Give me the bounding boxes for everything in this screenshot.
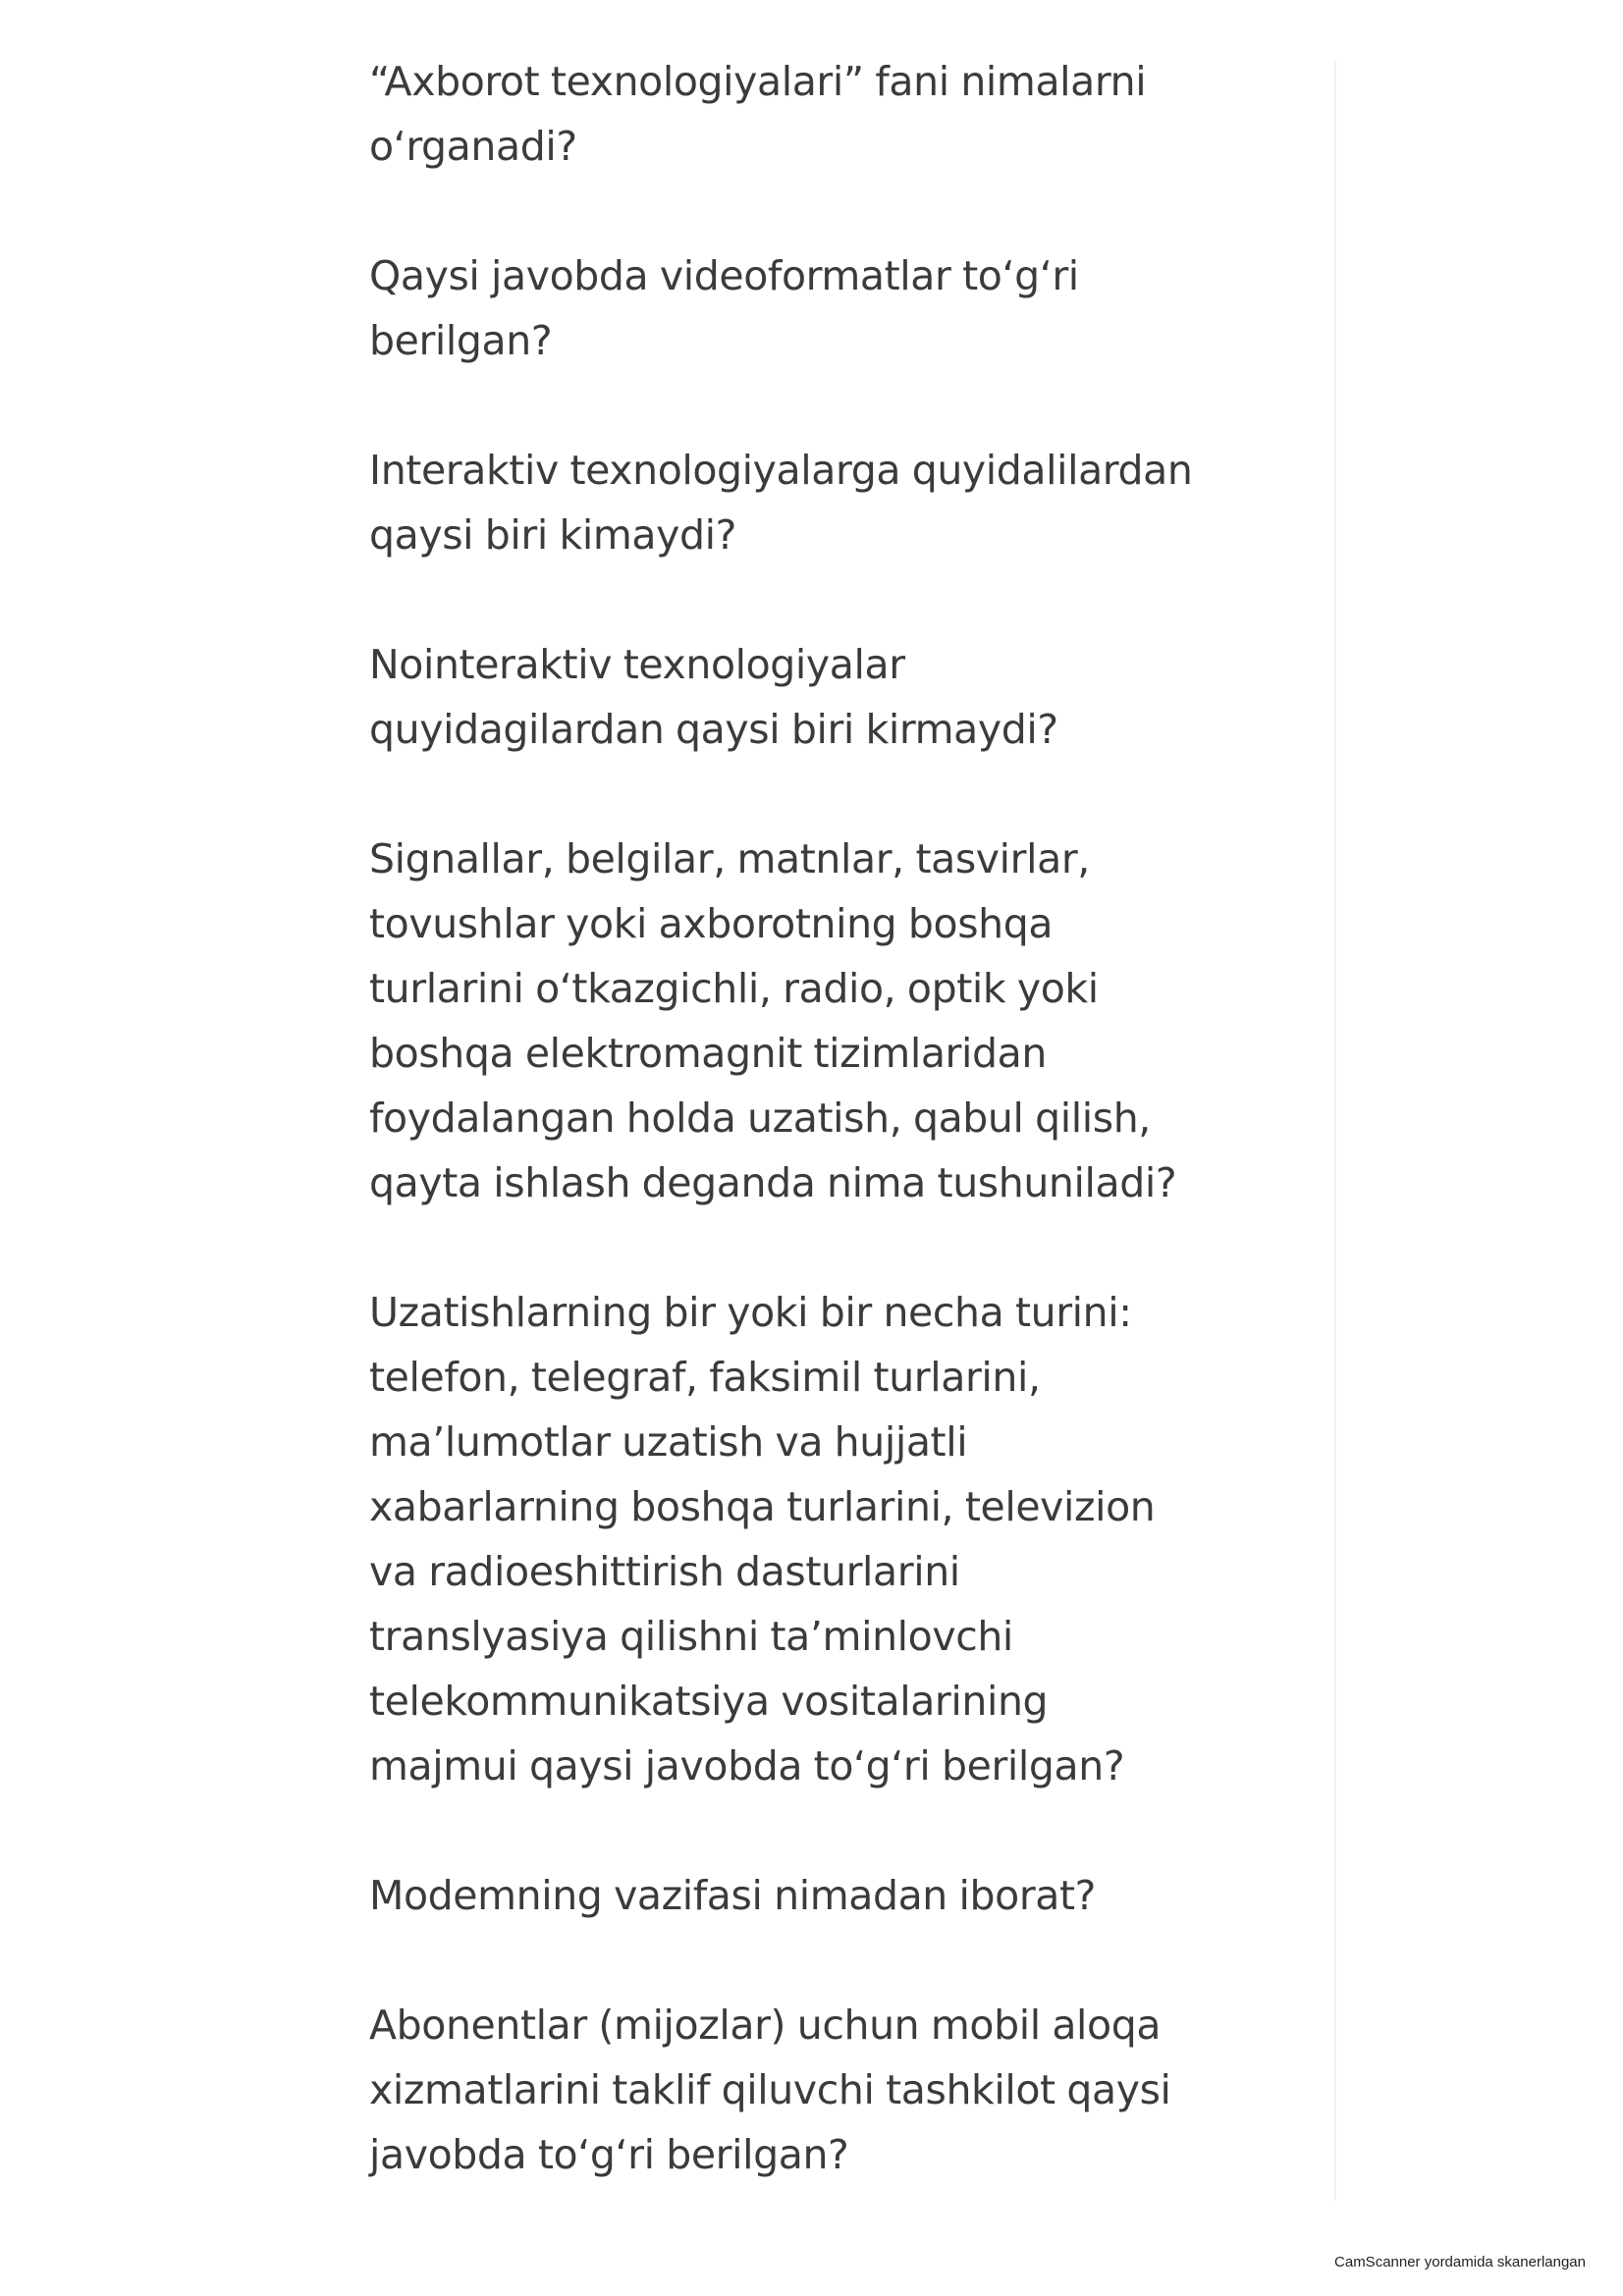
scanner-watermark-text: CamScanner yordamida skanerlangan — [1334, 2254, 1586, 2270]
question-1: “Axborot texnologiyalari” fani nimalarni o‘rganadi? — [369, 58, 1147, 170]
page-divider-line — [1334, 61, 1336, 2201]
question-5: Signallar, belgilar, matnlar, tasvirlar, tovushlar yoki axborotning boshqa turlarini o‘tkazgichli, radio, optik yoki boshqa elektromagnit tizimlaridan foydalangan holda uzatish, qabul qilish, qayta ishlash deganda nima tushuniladi? — [369, 835, 1177, 1206]
question-7: Modemning vazifasi nimadan iborat? — [369, 1872, 1097, 1919]
question-2: Qaysi javobda videoformatlar to‘g‘ri berilgan? — [369, 252, 1079, 364]
question-3: Interaktiv texnologiyalarga quyidalilardan qaysi biri kimaydi? — [369, 447, 1193, 559]
question-8: Abonentlar (mijozlar) uchun mobil aloqa xizmatlarini taklif qiluvchi tashkilot qaysi javobda to‘g‘ri berilgan? — [369, 2002, 1171, 2178]
question-6: Uzatishlarning bir yoki bir necha turini: telefon, telegraf, faksimil turlarini, ma’lumotlar uzatish va hujjatli xabarlarning boshqa turlarini, televizion va radioeshittirish dasturlarini translyasiya qilishni ta’minlovchi telekommunikatsiya vositalarining majmui qaysi javobda to‘g‘ri berilgan? — [369, 1289, 1156, 1789]
question-4: Nointeraktiv texnologiyalar quyidagilardan qaysi biri kirmaydi? — [369, 641, 1058, 753]
question-list — [369, 49, 1312, 2252]
